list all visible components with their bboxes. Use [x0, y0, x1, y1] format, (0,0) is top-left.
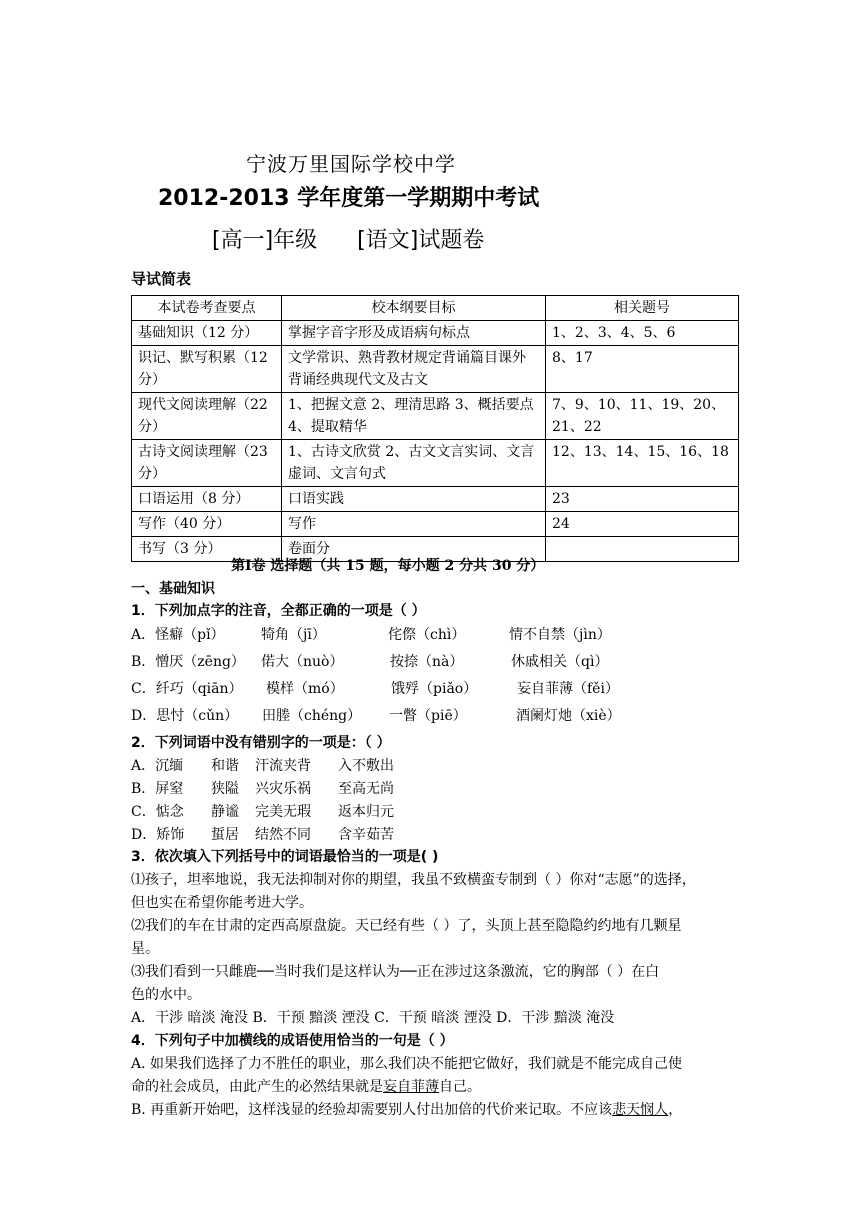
- option-item: 按捺（nà）: [390, 654, 464, 670]
- question-3-sentence-1-cont: 但也实在希望你能考进大学。: [131, 895, 313, 911]
- text: ，: [668, 1102, 683, 1118]
- text: 命的社会成员，由此产生的必然结果就是: [131, 1079, 383, 1095]
- option-item: 一瞥（piē）: [389, 708, 467, 724]
- underlined-idiom: 悲天悯人: [612, 1102, 669, 1118]
- option-item: A．沉缅: [131, 758, 184, 774]
- question-4-option-b: [131, 1099, 682, 1119]
- option-item: 静谧: [211, 804, 239, 820]
- question-1-stem: 1．下列加点字的注音，全都正确的一项是（ ）: [131, 603, 426, 619]
- grade-label: [高一]年级: [212, 228, 318, 253]
- table-cell: 写作: [282, 512, 546, 537]
- table-cell: 8、17: [546, 346, 739, 393]
- table-cell: 书写（3 分）: [132, 537, 282, 562]
- table-cell: 识记、默写积累（12 分）: [132, 346, 282, 393]
- table-row: [132, 321, 739, 346]
- option-item: 侘傺（chì）: [388, 627, 466, 643]
- subject-label: [语文]试题卷: [357, 228, 485, 253]
- option-item: B．憎厌（zēng）: [131, 654, 245, 670]
- option-item: 休戚相关（qì）: [511, 654, 609, 670]
- table-cell: 7、9、10、11、19、20、21、22: [546, 393, 739, 440]
- table-cell: 1、2、3、4、5、6: [546, 321, 739, 346]
- question-3-stem: 3．依次填入下列括号中的词语最恰当的一项是( ): [131, 849, 439, 865]
- option-item: 和谐: [211, 758, 239, 774]
- grade-subject: [212, 223, 484, 254]
- guide-table: [131, 295, 739, 562]
- table-cell: 卷面分: [282, 537, 546, 562]
- table-row: [132, 346, 739, 393]
- question-3-options: A．干涉 暗淡 淹没 B．干预 黯淡 湮没 C．干预 暗淡 湮没 D．干涉 黯淡 淹没: [131, 1010, 615, 1026]
- option-item: D．矫饰: [131, 827, 185, 843]
- table-cell: 24: [546, 512, 739, 537]
- option-item: 结然不同: [255, 827, 311, 843]
- option-item: 妄自菲薄（fěi）: [517, 681, 619, 697]
- table-cell: 掌握字音字形及成语病句标点: [282, 321, 546, 346]
- table-header-row: [132, 296, 739, 321]
- option-item: A．怪癖（pǐ）: [131, 627, 225, 643]
- option-item: C．纤巧（qiān）: [131, 681, 243, 697]
- table-cell: 1、把握文意 2、理清思路 3、概括要点 4、提取精华: [282, 393, 546, 440]
- option-item: 模样（mó）: [266, 681, 344, 697]
- table-row: [132, 487, 739, 512]
- option-item: 饿殍（piǎo）: [391, 681, 478, 697]
- option-item: C．惦念: [131, 804, 184, 820]
- table-cell: 文学常识、熟背教材规定背诵篇目课外背诵经典现代文及古文: [282, 346, 546, 393]
- question-4-option-a: A. 如果我们选择了力不胜任的职业，那么我们决不能把它做好，我们就是不能完成自己使: [131, 1056, 683, 1072]
- table-cell: 口语运用（8 分）: [132, 487, 282, 512]
- table-header: 校本纲要目标: [282, 296, 546, 321]
- guide-title: 导试简表: [131, 270, 192, 288]
- table-header: 相关题号: [546, 296, 739, 321]
- option-item: 入不敷出: [338, 758, 394, 774]
- school-name: 宁波万里国际学校中学: [246, 152, 456, 176]
- question-2-stem: 2．下列词语中没有错别字的一项是：（ ）: [131, 735, 391, 751]
- section-title: 一、基础知识: [131, 581, 215, 597]
- table-row: [132, 512, 739, 537]
- option-item: 田塍（chéng）: [262, 708, 362, 724]
- question-3-sentence-3-cont: 色的水中。: [131, 987, 201, 1003]
- question-3-sentence-2: ⑵我们的车在甘肃的定西高原盘旋。天已经有些（ ）了，头顶上甚至隐隐约约地有几颗星: [131, 918, 682, 934]
- table-cell: 1、古诗文欣赏 2、古文文言实词、文言虚词、文言句式: [282, 440, 546, 487]
- option-item: B．屏窒: [131, 781, 184, 797]
- table-row: [132, 440, 739, 487]
- table-cell: 23: [546, 487, 739, 512]
- table-cell: 口语实践: [282, 487, 546, 512]
- table-cell: [546, 537, 739, 562]
- table-row: [132, 393, 739, 440]
- option-item: 返本归元: [338, 804, 394, 820]
- option-item: 偌大（nuò）: [261, 654, 344, 670]
- question-3-sentence-2-cont: 星。: [131, 941, 159, 957]
- underlined-idiom: 妄自菲薄: [383, 1079, 439, 1095]
- option-item: 犄角（jī）: [261, 627, 326, 643]
- table-header: 本试卷考查要点: [132, 296, 282, 321]
- text: B. 再重新开始吧，这样浅显的经验却需要别人付出加倍的代价来记取。不应该: [131, 1102, 613, 1118]
- part1-title: 第Ⅰ卷 选择题（共 15 题，每小题 2 分共 30 分）: [231, 558, 545, 574]
- option-item: D．思忖（cǔn）: [131, 708, 239, 724]
- table-cell: 12、13、14、15、16、18: [546, 440, 739, 487]
- table-cell: 写作（40 分）: [132, 512, 282, 537]
- question-3-sentence-1: ⑴孩子，坦率地说，我无法抑制对你的期望，我虽不致横蛮专制到（ ）你对“志愿”的选择，: [131, 872, 696, 888]
- table-cell: 基础知识（12 分）: [132, 321, 282, 346]
- question-4-option-a-cont: [131, 1076, 481, 1096]
- option-item: 含辛茹苦: [338, 827, 394, 843]
- option-item: 至高无尚: [338, 781, 394, 797]
- option-item: 完美无瑕: [255, 804, 311, 820]
- option-item: 酒阑灯灺（xiè）: [516, 708, 621, 724]
- question-3-sentence-3: ⑶我们看到一只雌鹿──当时我们是这样认为──正在涉过这条激流，它的胸部（ ）在白: [131, 964, 660, 980]
- option-item: 蜇居: [211, 827, 239, 843]
- option-item: 狭隘: [211, 781, 239, 797]
- option-item: 情不自禁（jìn）: [509, 627, 611, 643]
- question-4-stem: 4．下列句子中加横线的成语使用恰当的一句是（ ）: [131, 1033, 454, 1049]
- option-item: 汗流夹背: [255, 758, 311, 774]
- table-cell: 现代文阅读理解（22 分）: [132, 393, 282, 440]
- option-item: 兴灾乐祸: [255, 781, 311, 797]
- exam-title: 2012-2013 学年度第一学期期中考试: [158, 186, 540, 211]
- table-cell: 古诗文阅读理解（23 分）: [132, 440, 282, 487]
- text: 自己。: [439, 1079, 481, 1095]
